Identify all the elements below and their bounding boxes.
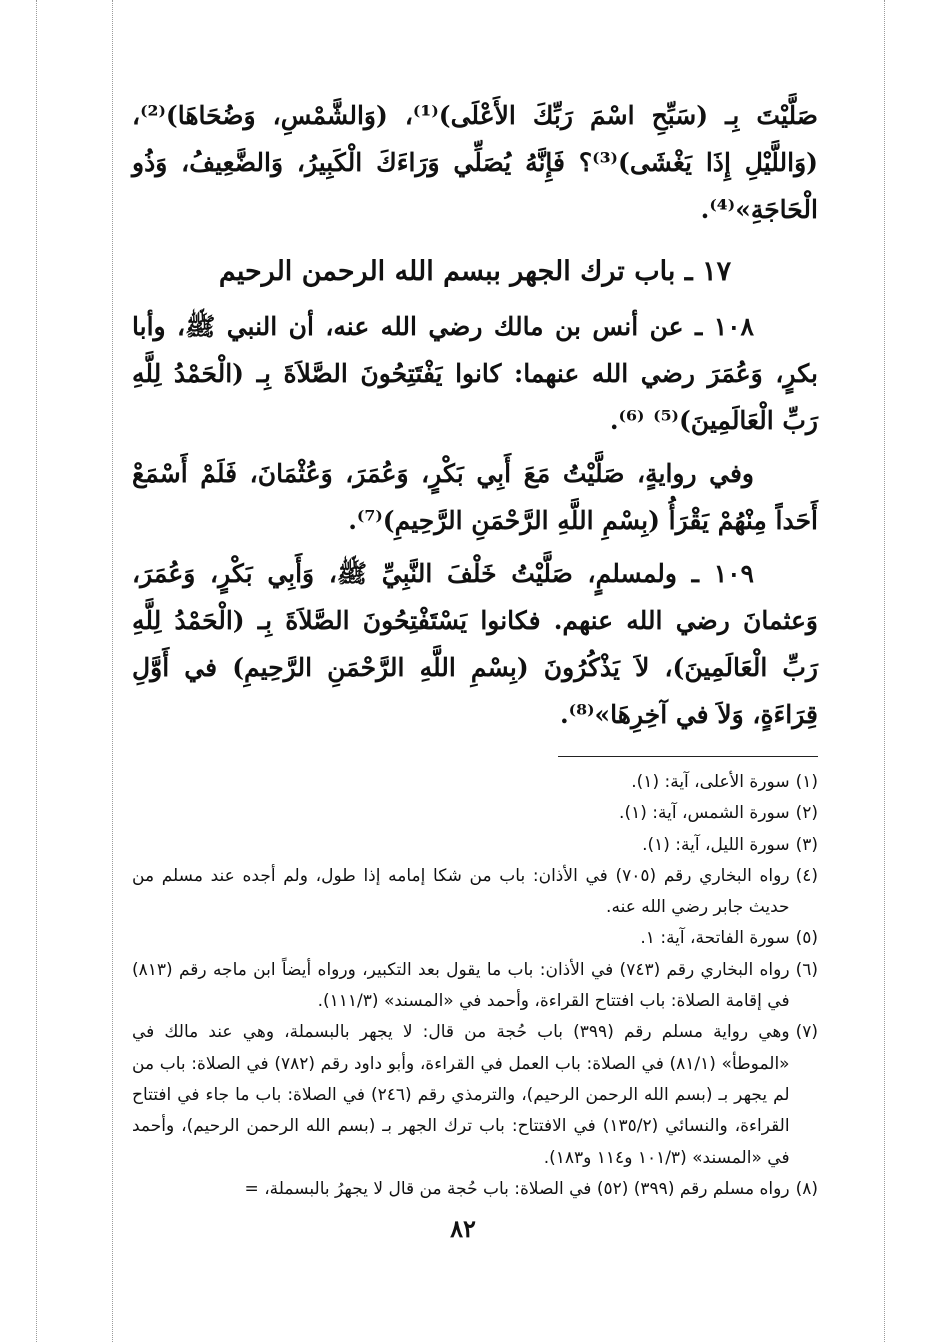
- footnote-text: سورة الأعلى، آية: (١).: [631, 772, 790, 792]
- footnote-text: وهي رواية مسلم رقم (٣٩٩) باب حُجة من قال: لا يجهر بالبسملة، وهي عند مالك في «الموطأ» (٨١/١) في الصلاة: باب العمل في القراءة، وأبو داود رقم (٧٨٢) في الصلاة: باب من لم يجهر بـ (بسم الله الرحمن الرحيم)، والترمذي رقم (٢٤٦) في الصلاة: باب ما جاء في افتتاح القراءة، والنسائي (١٣٥/٢) في الافتتاح: باب ترك الجهر بـ (بسم الله الرحمن الرحيم)، وأحمد في «المسند» (١٠١/٣ و١١٤ و١٨٣).: [132, 1022, 790, 1168]
- footnote-divider: [558, 756, 818, 757]
- footnote-number: (٦): [795, 959, 818, 980]
- footnotes: [132, 767, 818, 1205]
- footnote-text: رواه البخاري رقم (٧٠٥) في الأذان: باب من شكا إمامه إذا طول، ولم أجده عند مسلم من حديث جابر رضي الله عنه.: [132, 865, 790, 918]
- main-text: [132, 92, 818, 738]
- footnote-item: [132, 767, 818, 798]
- footnote-item: [132, 1017, 818, 1173]
- footnote-item: [132, 830, 818, 861]
- hadith-109: ١٠٩ ـ ولمسلمٍ، صَلَّيْتُ خَلْفَ النَّبِيِّ ﷺ، وَأَبِي بَكْرٍ، وَعُمَرَ، وَعثمانَ رضي الله عنهم. فكانوا يَسْتَفْتِحُونَ الصَّلاَةَ بِـ (الْحَمْدُ لِلَّهِ رَبِّ الْعَالَمِينَ)، لاَ يَذْكُرُونَ (بِسْمِ اللَّهِ الرَّحْمَنِ الرَّحِيمِ) في أَوَّلِ قِرَاءَةٍ، وَلاَ في آخِرِهَا»⁽⁸⁾.: [132, 559, 818, 729]
- inner-margin-dotted-line: [112, 0, 113, 1342]
- footnote-number: (٢): [795, 803, 818, 824]
- footnote-item: [132, 861, 818, 924]
- right-margin-dotted-line: [884, 0, 885, 1342]
- footnote-number: (٤): [795, 865, 818, 886]
- chapter-title: ١٧ ـ باب ترك الجهر ببسم الله الرحمن الرحيم: [218, 256, 732, 287]
- footnote-text: سورة الليل، آية: (١).: [642, 834, 790, 855]
- footnote-text: سورة الفاتحة، آية: ١.: [640, 928, 790, 949]
- footnote-item: [132, 923, 818, 954]
- footnote-number: (٥): [795, 928, 818, 949]
- footnote-number: (٨): [795, 1178, 818, 1199]
- footnote-text: سورة الشمس، آية: (١).: [619, 803, 790, 824]
- intro-paragraph: صَلَّيْتَ بِـ (سَبِّحِ اسْمَ رَبِّكَ الأَعْلَى)⁽¹⁾، (وَالشَّمْسِ، وَضُحَاهَا)⁽²⁾، (وَاللَّيْلِ إِذَا يَغْشَى)⁽³⁾؟ فَإِنَّهُ يُصَلِّي وَرَاءَكَ الْكَبِيرُ، وَالضَّعِيفُ، وَذُو الْحَاجَةِ»⁽⁴⁾.: [132, 101, 818, 224]
- hadith-108: ١٠٨ ـ عن أنس بن مالك رضي الله عنه، أن النبي ﷺ، وأبا بكرٍ، وَعُمَرَ رضي الله عنهما: كانوا يَفْتَتِحُونَ الصَّلاَةَ بِـ (الْحَمْدُ لِلَّهِ رَبِّ الْعَالَمِينَ)⁽⁵⁾ ⁽⁶⁾.: [132, 312, 818, 435]
- book-page: [132, 92, 818, 1205]
- footnote-item: [132, 798, 818, 829]
- page-number: ٨٢: [450, 1214, 476, 1243]
- footnote-text: رواه مسلم رقم (٣٩٩) (٥٢) في الصلاة: باب حُجة من قال لا يجهرُ بالبسملة، =: [244, 1178, 790, 1199]
- left-margin-dotted-line: [36, 0, 37, 1342]
- footnote-number: (٣): [795, 834, 818, 855]
- footnote-item: [132, 955, 818, 1018]
- footnote-number: (٧): [795, 1022, 818, 1043]
- riwaya-paragraph: وفي روايةٍ، صَلَّيْتُ مَعَ أَبِي بَكْرٍ، وَعُمَرَ، وَعُثْمَانَ، فَلَمْ أَسْمَعْ أَحَداً مِنْهُمْ يَقْرَأُ (بِسْمِ اللَّهِ الرَّحْمَنِ الرَّحِيمِ)⁽⁷⁾.: [132, 459, 818, 535]
- footnote-text: رواه البخاري رقم (٧٤٣) في الأذان: باب ما يقول بعد التكبير، ورواه أيضاً ابن ماجه رقم (٨١٣) في إقامة الصلاة: باب افتتاح القراءة، وأحمد في «المسند» (١١١/٣).: [132, 959, 790, 1012]
- footnote-item: [132, 1174, 818, 1205]
- footnote-number: (١): [795, 772, 818, 792]
